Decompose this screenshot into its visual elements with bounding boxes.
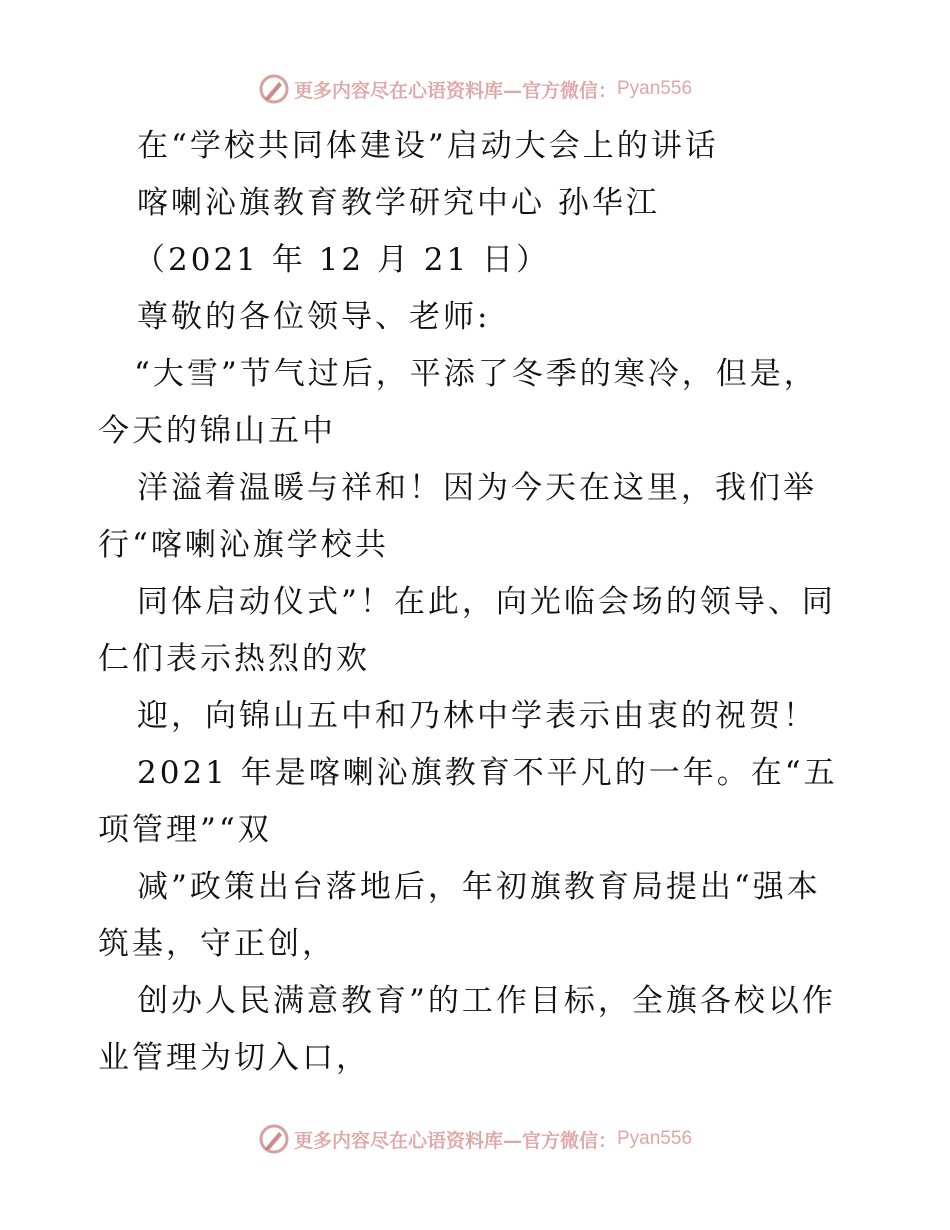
watermark-wechat-id: Pyan556	[617, 1128, 693, 1149]
watermark-text: 更多内容尽在心语资料库—官方微信：	[293, 1129, 617, 1152]
paragraph-line: “大雪”节气过后，平添了冬季的寒冷，但是，	[134, 356, 818, 392]
speech-title: 在“学校共同体建设”启动大会上的讲话	[137, 128, 719, 164]
pen-logo-icon	[258, 73, 290, 105]
speaker-line: 喀喇沁旗教育教学研究中心 孙华江	[137, 185, 660, 221]
paragraph-line: 今天的锦山五中	[98, 413, 336, 449]
paragraph-line: 创办人民满意教育”的工作目标，全旗各校以作	[137, 983, 836, 1019]
paragraph-line: 筑基，守正创，	[98, 926, 336, 962]
document-body	[98, 118, 858, 1087]
paragraph-line: 业管理为切入口，	[98, 1040, 370, 1076]
watermark-wechat-id: Pyan556	[617, 78, 693, 99]
watermark-text: 更多内容尽在心语资料库—官方微信：	[293, 79, 617, 102]
pen-logo-icon	[258, 1123, 290, 1155]
paragraph-line: 同体启动仪式”！在此，向光临会场的领导、同	[137, 584, 836, 620]
paragraph-line: 洋溢着温暖与祥和！因为今天在这里，我们举	[137, 470, 817, 506]
paragraph-line: 减”政策出台落地后，年初旗教育局提出“强本	[137, 869, 821, 905]
header-watermark	[0, 72, 950, 106]
paragraph-line: 行“喀喇沁旗学校共	[98, 527, 389, 563]
date-line: （2021 年 12 月 21 日）	[134, 242, 551, 278]
paragraph-line: 项管理”“双	[98, 812, 272, 848]
paragraph-line: 仁们表示热烈的欢	[98, 641, 370, 677]
salutation: 尊敬的各位领导、老师:	[137, 299, 491, 335]
footer-watermark	[0, 1122, 950, 1156]
paragraph-line: 迎，向锦山五中和乃林中学表示由衷的祝贺！	[137, 698, 817, 734]
paragraph-line: 2021 年是喀喇沁旗教育不平凡的一年。在“五	[137, 755, 838, 791]
